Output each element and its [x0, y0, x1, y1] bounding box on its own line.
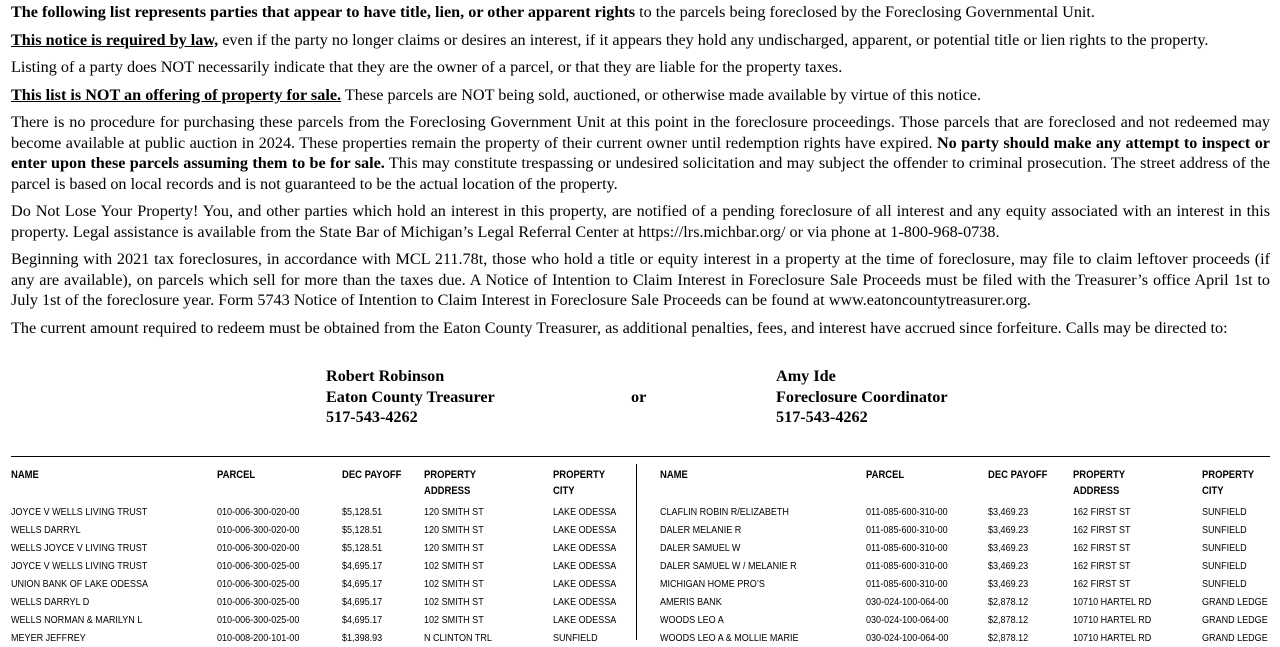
contact-or-separator: or — [631, 388, 647, 406]
cell-name: WELLS NORMAN & MARILYN L — [11, 614, 143, 626]
cell-property-city: LAKE ODESSA — [553, 560, 617, 572]
cell-property-address: 102 SMITH ST — [424, 560, 484, 572]
cell-name: MICHIGAN HOME PRO’S — [660, 578, 765, 590]
cell-property-city: SUNFIELD — [1202, 524, 1247, 536]
cell-parcel: 011-085-600-310-00 — [866, 542, 948, 554]
contact-phone: 517-543-4262 — [326, 408, 418, 426]
cell-property-city: LAKE ODESSA — [553, 578, 617, 590]
section-divider — [11, 456, 1270, 457]
notice-paragraph-redeem-amount: The current amount required to redeem must be obtained from the Eaton County Treasurer, as additional penalties, fees, and interest have accrued since forfeiture. Calls may be directed to: — [11, 318, 1228, 337]
cell-property-city: LAKE ODESSA — [553, 524, 617, 536]
cell-property-city: GRAND LEDGE — [1202, 614, 1268, 626]
cell-name: DALER MELANIE R — [660, 524, 742, 536]
cell-parcel: 010-006-300-025-00 — [217, 614, 300, 626]
cell-property-city: LAKE ODESSA — [553, 596, 617, 608]
column-divider — [636, 464, 637, 640]
header-name: NAME — [660, 469, 688, 481]
cell-name: CLAFLIN ROBIN R/ELIZABETH — [660, 506, 789, 518]
cell-parcel: 011-085-600-310-00 — [866, 560, 948, 572]
cell-property-address: 120 SMITH ST — [424, 506, 484, 518]
cell-dec-payoff: $5,128.51 — [342, 506, 383, 518]
cell-property-city: LAKE ODESSA — [553, 542, 617, 554]
header-property-city: PROPERTY CITY — [1202, 469, 1255, 497]
cell-name: DALER SAMUEL W — [660, 542, 741, 554]
cell-dec-payoff: $5,128.51 — [342, 524, 383, 536]
cell-name: JOYCE V WELLS LIVING TRUST — [11, 506, 148, 518]
cell-dec-payoff: $2,878.12 — [988, 632, 1029, 644]
cell-parcel: 011-085-600-310-00 — [866, 524, 948, 536]
cell-property-address: 102 SMITH ST — [424, 578, 484, 590]
cell-parcel: 010-006-300-020-00 — [217, 506, 300, 518]
cell-dec-payoff: $3,469.23 — [988, 524, 1029, 536]
header-dec-payoff: DEC PAYOFF — [988, 469, 1048, 481]
cell-name: WELLS DARRYL D — [11, 596, 90, 608]
cell-property-city: LAKE ODESSA — [553, 506, 617, 518]
notice-paragraph-do-not-lose: Do Not Lose Your Property! You, and other parties which hold an interest in this property, are notified of a pending foreclosure of all interest and any equity associated with an interest in this property. Legal assistance is available from the State Bar of Michigan’s Legal Referral Center at https://lrs.michbar.org/ or via phone at 1-800-968-0738. — [11, 202, 1270, 241]
cell-property-address: 10710 HARTEL RD — [1073, 632, 1152, 644]
cell-property-city: SUNFIELD — [1202, 560, 1247, 572]
contact-title: Eaton County Treasurer — [326, 387, 495, 406]
cell-parcel: 030-024-100-064-00 — [866, 614, 949, 626]
contact-name: Amy Ide — [776, 367, 836, 385]
cell-name: AMERIS BANK — [660, 596, 722, 608]
cell-dec-payoff: $4,695.17 — [342, 578, 383, 590]
cell-property-address: 162 FIRST ST — [1073, 560, 1131, 572]
cell-property-address: 120 SMITH ST — [424, 542, 484, 554]
cell-parcel: 030-024-100-064-00 — [866, 596, 949, 608]
contact-phone: 517-543-4262 — [776, 408, 868, 426]
header-property-city: PROPERTY CITY — [553, 469, 606, 497]
cell-dec-payoff: $3,469.23 — [988, 506, 1029, 518]
cell-dec-payoff: $2,878.12 — [988, 596, 1029, 608]
notice-paragraph-no-procedure: There is no procedure for purchasing these parcels from the Foreclosing Government Unit at this point in the foreclosure proceedings. Those parcels that are foreclosed and not redeemed may become available at public auction in 2024. These properties remain the property of their current owner until redemption rights have expired. No party should make any attempt to inspect or enter upon these parcels assuming them to be for sale. This may constitute trespassing or undesired solicitation and may subject the offender to criminal prosecution. The street address of the parcel is based on local records and is not guaranteed to be the actual location of the property. — [11, 113, 1270, 193]
cell-parcel: 030-024-100-064-00 — [866, 632, 949, 644]
notice-paragraph-leftover-proceeds: Beginning with 2021 tax foreclosures, in accordance with MCL 211.78t, those who hold a title or equity interest in a property at the time of foreclosure, may file to claim leftover proceeds (if any are available), on parcels which sell for more than the taxes due. A Notice of Intention to Claim Interest in Foreclosure Sale Proceeds must be filed with the Treasurer’s office April 1st to July 1st of the foreclosure year. Form 5743 Notice of Intention to Claim Interest in Foreclosure Sale Proceeds can be found at www.eatoncountytreasurer.org. — [11, 250, 1270, 309]
contact-coordinator — [776, 366, 948, 428]
cell-parcel: 010-006-300-020-00 — [217, 524, 300, 536]
cell-property-city: SUNFIELD — [1202, 506, 1247, 518]
cell-property-address: 162 FIRST ST — [1073, 578, 1131, 590]
cell-dec-payoff: $1,398.93 — [342, 632, 383, 644]
notice-paragraph-intro: The following list represents parties that appear to have title, lien, or other apparent rights to the parcels being foreclosed by the Foreclosing Governmental Unit. — [11, 3, 1095, 21]
notice-paragraph-required-by-law: This notice is required by law, even if the party no longer claims or desires an interest, if it appears they hold any undischarged, apparent, or potential title or lien rights to the property. — [11, 30, 1209, 49]
cell-parcel: 011-085-600-310-00 — [866, 578, 948, 590]
header-name: NAME — [11, 469, 39, 481]
cell-name: JOYCE V WELLS LIVING TRUST — [11, 560, 148, 572]
cell-name: MEYER JEFFREY — [11, 632, 86, 644]
cell-name: UNION BANK OF LAKE ODESSA — [11, 578, 148, 590]
cell-dec-payoff: $2,878.12 — [988, 614, 1029, 626]
contact-block — [0, 366, 1280, 432]
cell-dec-payoff: $3,469.23 — [988, 560, 1029, 572]
header-dec-payoff: DEC PAYOFF — [342, 469, 402, 481]
contact-title: Foreclosure Coordinator — [776, 387, 948, 406]
cell-property-address: 162 FIRST ST — [1073, 542, 1131, 554]
cell-dec-payoff: $3,469.23 — [988, 542, 1029, 554]
contact-treasurer — [326, 366, 495, 428]
cell-property-address: 102 SMITH ST — [424, 596, 484, 608]
cell-parcel: 011-085-600-310-00 — [866, 506, 948, 518]
cell-name: WELLS DARRYL — [11, 524, 81, 536]
contact-name: Robert Robinson — [326, 367, 445, 385]
cell-property-address: 162 FIRST ST — [1073, 524, 1131, 536]
header-property-address: PROPERTY ADDRESS — [424, 469, 477, 497]
cell-property-address: 162 FIRST ST — [1073, 506, 1131, 518]
cell-parcel: 010-006-300-025-00 — [217, 578, 300, 590]
cell-dec-payoff: $4,695.17 — [342, 596, 383, 608]
cell-property-address: 120 SMITH ST — [424, 524, 484, 536]
header-parcel: PARCEL — [217, 469, 256, 481]
cell-dec-payoff: $4,695.17 — [342, 560, 383, 572]
header-property-address: PROPERTY ADDRESS — [1073, 469, 1126, 497]
cell-dec-payoff: $5,128.51 — [342, 542, 383, 554]
cell-property-address: N CLINTON TRL — [424, 632, 492, 644]
cell-property-address: 10710 HARTEL RD — [1073, 596, 1152, 608]
notice-paragraph-listing: Listing of a party does NOT necessarily indicate that they are the owner of a parcel, or that they are liable for the property taxes. — [11, 58, 843, 76]
cell-parcel: 010-006-300-025-00 — [217, 596, 300, 608]
cell-property-city: GRAND LEDGE — [1202, 596, 1268, 608]
cell-property-address: 102 SMITH ST — [424, 614, 484, 626]
cell-dec-payoff: $4,695.17 — [342, 614, 383, 626]
cell-name: DALER SAMUEL W / MELANIE R — [660, 560, 797, 572]
cell-name: WOODS LEO A — [660, 614, 724, 626]
cell-property-city: GRAND LEDGE — [1202, 632, 1268, 644]
notice-paragraph-not-for-sale: This list is NOT an offering of property for sale. These parcels are NOT being sold, auctioned, or otherwise made available by virtue of this notice. — [11, 85, 982, 104]
cell-parcel: 010-008-200-101-00 — [217, 632, 300, 644]
cell-parcel: 010-006-300-020-00 — [217, 542, 300, 554]
cell-name: WELLS JOYCE V LIVING TRUST — [11, 542, 148, 554]
header-parcel: PARCEL — [866, 469, 905, 481]
cell-name: WOODS LEO A & MOLLIE MARIE — [660, 632, 799, 644]
foreclosure-notice — [11, 0, 1270, 345]
cell-property-city: SUNFIELD — [553, 632, 598, 644]
cell-dec-payoff: $3,469.23 — [988, 578, 1029, 590]
cell-property-city: LAKE ODESSA — [553, 614, 617, 626]
cell-property-city: SUNFIELD — [1202, 578, 1247, 590]
cell-parcel: 010-006-300-025-00 — [217, 560, 300, 572]
cell-property-address: 10710 HARTEL RD — [1073, 614, 1152, 626]
cell-property-city: SUNFIELD — [1202, 542, 1247, 554]
